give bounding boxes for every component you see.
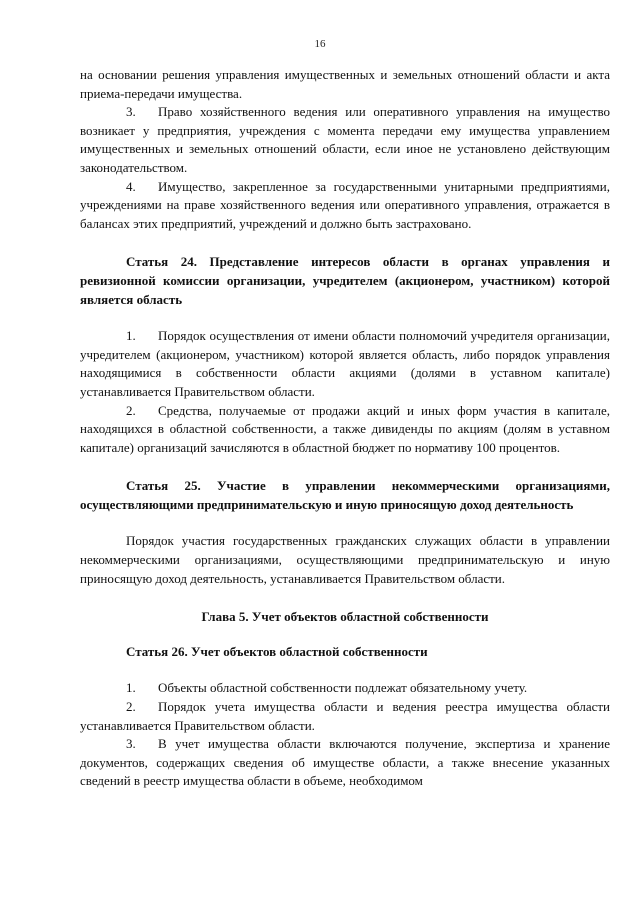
- paragraph-text: Имущество, закрепленное за государственными унитарными предприятиями, учреждениями на праве хозяйственного ведения или оперативного управления, отражается в балансах этих предприятий, учреждений и должно быть застраховано.: [80, 178, 610, 231]
- article-26-paragraph-3: [80, 735, 610, 791]
- paragraph-number: 4.: [126, 178, 136, 194]
- article-24-heading: Статья 24. Представление интересов области в органах управления и ревизионной комиссии организации, учредителем (акционером, участником) которой является область: [80, 254, 610, 307]
- paragraph-text: Право хозяйственного ведения или оперативного управления на имущество возникает у предприятия, учреждения с момента передачи ему имущества управлением имущественных и земельных отношений области, если иное не установлено действующим законодательством.: [80, 104, 610, 175]
- document-body: [80, 66, 610, 791]
- paragraph-number: 3.: [126, 736, 136, 752]
- article-24-paragraph-1: [80, 327, 610, 401]
- paragraph-intro: на основании решения управления имущественных и земельных отношений области и акта приема-передачи имущества.: [80, 67, 610, 101]
- article-26-heading: Статья 26. Учет объектов областной собственности: [126, 643, 428, 659]
- paragraph-text: В учет имущества области включаются получение, экспертиза и хранение документов, содержащих сведения об имуществе области, а также внесение указанных сведений в реестр имущества области в объеме, необходимом: [80, 736, 610, 789]
- paragraph-number: 2.: [126, 699, 136, 715]
- paragraph-text: Объекты областной собственности подлежат обязательному учету.: [158, 680, 528, 696]
- paragraph-4: [80, 178, 610, 234]
- paragraph-number: 1.: [126, 680, 136, 696]
- article-24-paragraph-2: [80, 402, 610, 458]
- page-number: 16: [314, 38, 326, 50]
- article-26-paragraph-1: [80, 679, 610, 698]
- paragraph-text: Средства, получаемые от продажи акций и иных форм участия в капитале, находящихся в областной собственности, а также дивиденды по акциям (долям в уставном капитале) организаций зачисляются в областной бюджет по нормативу 100 процентов.: [80, 402, 610, 455]
- paragraph-text: Порядок учета имущества области и ведения реестра имущества области устанавливается Правительством области.: [80, 699, 610, 733]
- paragraph-3: [80, 103, 610, 177]
- paragraph-number: 2.: [126, 402, 136, 418]
- chapter-5-heading: Глава 5. Учет объектов областной собственности: [201, 609, 489, 625]
- article-25-paragraph: Порядок участия государственных гражданских служащих области в управлении некоммерческими организациями, осуществляющими предпринимательскую и иную приносящую доход деятельность, устанавливается Правительством области.: [80, 533, 610, 586]
- article-26-paragraph-2: [80, 698, 610, 735]
- paragraph-text: Порядок осуществления от имени области полномочий учредителя организации, учредителем (акционером, участником) которой является область, либо порядок управления находящимися в собственности области акциями (долями в уставном капитале) устанавливается Правительством области.: [80, 328, 610, 399]
- paragraph-number: 1.: [126, 328, 136, 344]
- article-25-heading: Статья 25. Участие в управлении некоммерческими организациями, осуществляющими предпринимательскую и иную приносящую доход деятельность: [80, 478, 610, 512]
- paragraph-number: 3.: [126, 104, 136, 120]
